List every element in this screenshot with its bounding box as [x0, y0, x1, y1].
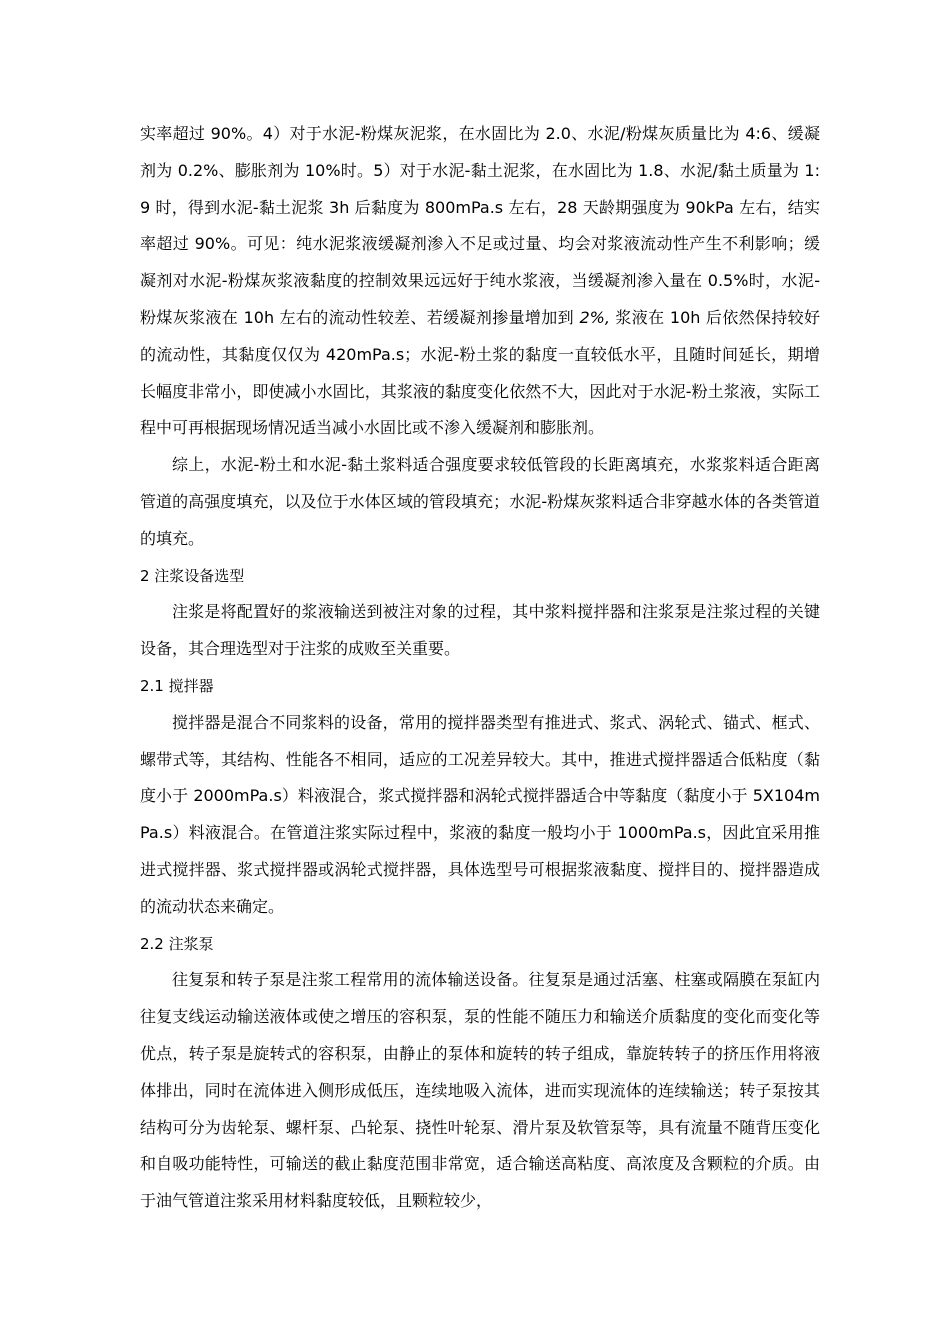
paragraph-mixer: 搅拌器是混合不同浆料的设备，常用的搅拌器类型有推进式、浆式、涡轮式、锚式、框式、螺带式等，其结构、性能各不相同，适应的工况差异较大。其中，推进式搅拌器适合低粘度（黏度小于 2000mPa.s）料液混合，浆式搅拌器和涡轮式搅拌器适合中等黏度（黏度小于 5X104mPa.s）料液混合。在管道注浆实际过程中，浆液的黏度一般均小于 1000mPa.s，因此宜采用推进式搅拌器、浆式搅拌器或涡轮式搅拌器，具体选型号可根据浆液黏度、搅拌目的、搅拌器造成的流动状态来确定。: [140, 712, 820, 916]
paragraph-grouting-intro: 注浆是将配置好的浆液输送到被注对象的过程，其中浆料搅拌器和注浆泵是注浆过程的关键设备，其合理选型对于注浆的成败至关重要。: [140, 602, 820, 659]
subsection-heading-mixer: 2.1 搅拌器: [140, 676, 214, 695]
section-heading-equipment-selection: 2 注浆设备选型: [140, 566, 245, 585]
paragraph-grout-pump: 往复泵和转子泵是注浆工程常用的流体输送设备。往复泵是通过活塞、柱塞或隔膜在泵缸内往复支线运动输送液体或使之增压的容积泵，泵的性能不随压力和输送介质黏度的变化而变化等优点，转子泵是旋转式的容积泵，由静止的泵体和旋转的转子组成，靠旋转转子的挤压作用将液体排出，同时在流体进入侧形成低压，连续地吸入流体，进而实现流体的连续输送；转子泵按其结构可分为齿轮泵、螺杆泵、凸轮泵、挠性叶轮泵、滑片泵及软管泵等，具有流量不随背压变化和自吸功能特性，可输送的截止黏度范围非常宽，适合输送高粘度、高浓度及含颗粒的介质。由于油气管道注浆采用材料黏度较低，且颗粒较少，: [140, 970, 820, 1211]
paragraph-summary: 综上，水泥-粉土和水泥-黏土浆料适合强度要求较低管段的长距离填充，水浆浆料适合距离管道的高强度填充，以及位于水体区域的管段填充；水泥-粉煤灰浆料适合非穿越水体的各类管道的填充。: [140, 455, 820, 548]
italic-text-run: 2%,: [579, 307, 610, 327]
paragraph-grout-results: [140, 116, 820, 447]
text-run: 浆液在 10h 后依然保持较好的流动性，其黏度仅仅为 420mPa.s；水泥-粉土浆的黏度一直较低水平，且随时间延长，期增长幅度非常小，即使减小水固比，其浆液的黏度变化依然不大，因此对于水泥-粉土浆液，实际工程中可再根据现场情况适当减小水固比或不渗入缓凝剂和膨胀剂。: [140, 307, 820, 438]
text-run: 实率超过 90%。4）对于水泥-粉煤灰泥浆，在水固比为 2.0、水泥/粉煤灰质量比为 4:6、缓凝剂为 0.2%、膨胀剂为 10%时。5）对于水泥-黏土泥浆，在水固比为 1.8、水泥/黏土质量为 1:9 时，得到水泥-黏土泥浆 3h 后黏度为 800mPa.s 左右，28 天龄期强度为 90kPa 左右，结实率超过 90%。可见：纯水泥浆液缓凝剂渗入不足或过量、均会对浆液流动性产生不利影响；缓凝剂对水泥-粉煤灰浆液黏度的控制效果远远好于纯水浆液，当缓凝剂渗入量在 0.5%时，水泥-粉煤灰浆液在 10h 左右的流动性较差、若缓凝剂掺量增加到: [140, 124, 820, 327]
subsection-heading-grout-pump: 2.2 注浆泵: [140, 934, 214, 953]
document-body: [140, 116, 820, 1220]
